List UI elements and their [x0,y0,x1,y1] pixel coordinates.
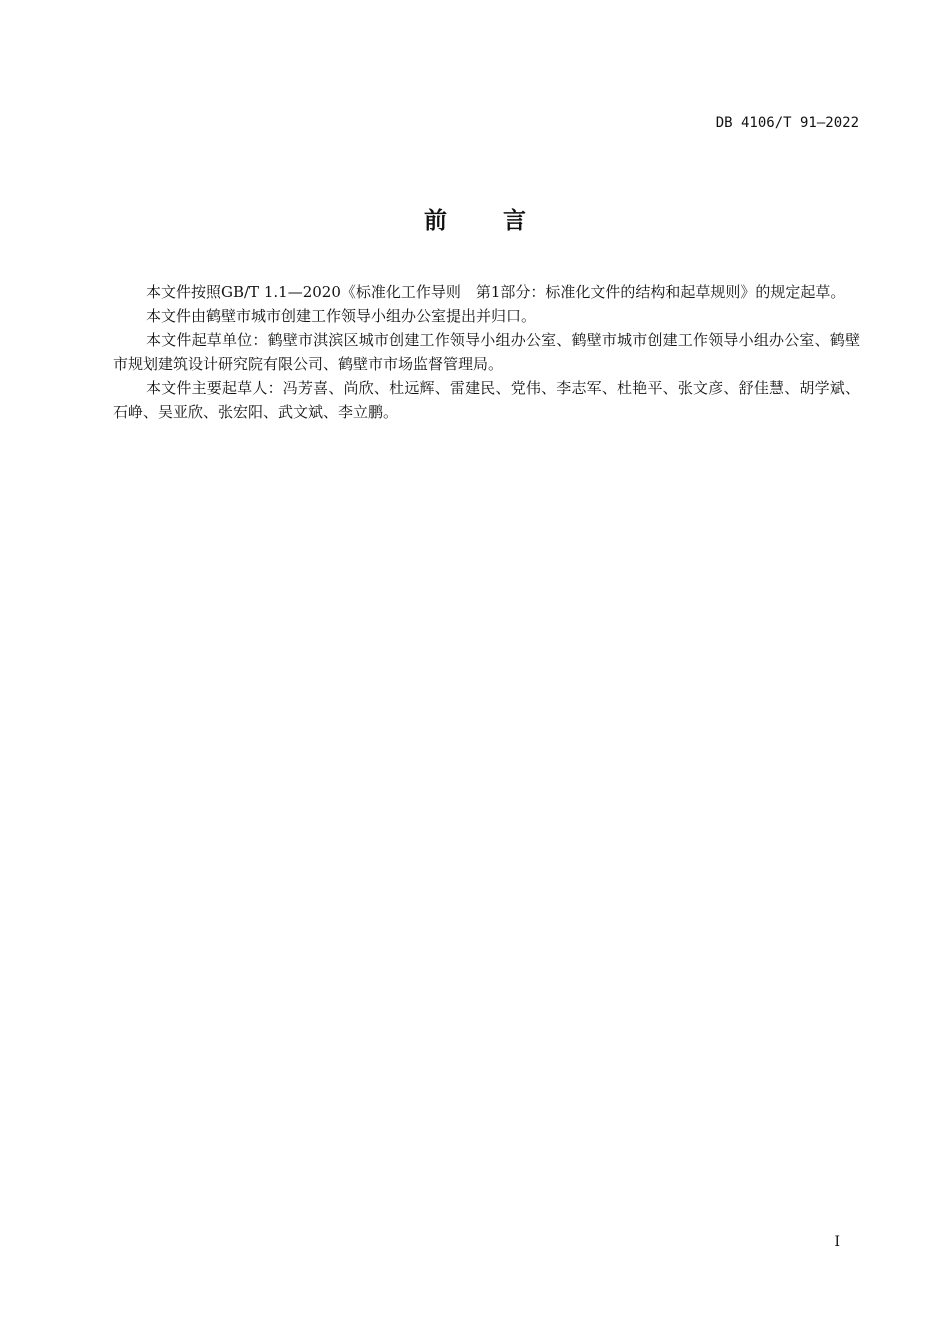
document-code: DB 4106/T 91—2022 [715,115,859,131]
foreword-body [113,280,860,424]
paragraph-drafters: 本文件主要起草人：冯芳喜、尚欣、杜远辉、雷建民、党伟、李志军、杜艳平、张文彦、舒佳慧、胡学斌、石峥、吴亚欣、张宏阳、武文斌、李立鹏。 [113,379,860,421]
section-title-char-2: 言 [503,208,526,234]
paragraph-proposer: 本文件由鹤壁市城市创建工作领导小组办公室提出并归口。 [146,307,537,325]
page-number: I [834,1234,840,1250]
paragraph-drafting-units: 本文件起草单位：鹤壁市淇滨区城市创建工作领导小组办公室、鹤壁市城市创建工作领导小组办公室、鹤壁市规划建筑设计研究院有限公司、鹤壁市市场监督管理局。 [113,331,860,373]
section-title [0,202,950,235]
paragraph-standard-basis: 本文件按照GB/T 1.1—2020《标准化工作导则 第1部分：标准化文件的结构和起草规则》的规定起草。 [146,283,846,301]
section-title-char-1: 前 [424,208,447,234]
